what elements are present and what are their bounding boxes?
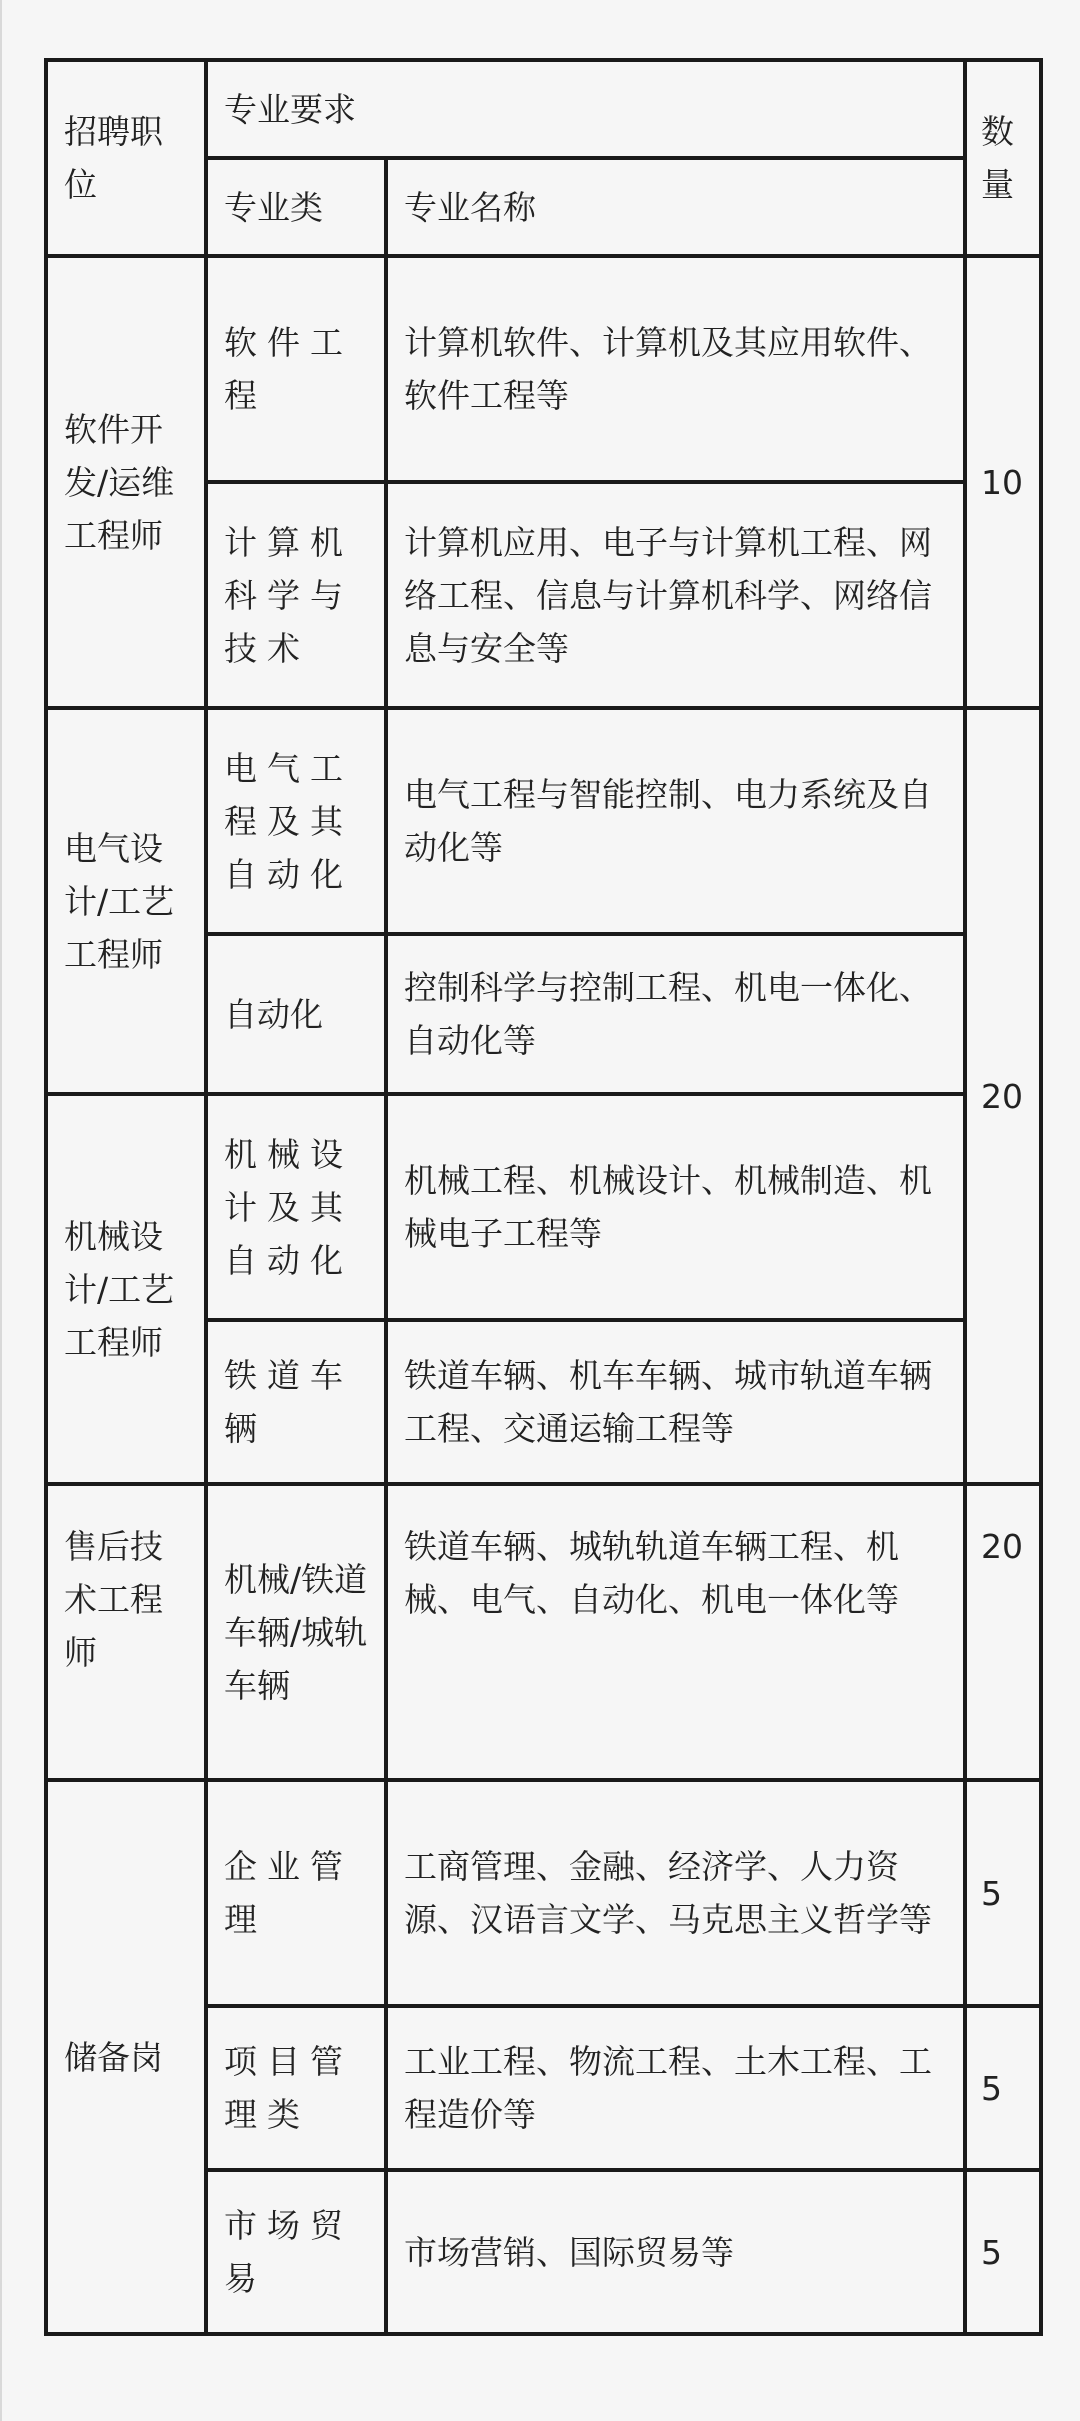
position-cell: 储备岗 (46, 1780, 206, 2334)
position-cell: 电气设计/工艺工程师 (46, 708, 206, 1094)
quantity-cell: 20 (965, 708, 1041, 1484)
header-position: 招聘职位 (46, 60, 206, 256)
category-cell: 市场贸易 (206, 2170, 386, 2334)
position-cell: 售后技术工程师 (46, 1484, 206, 1780)
left-edge-line (0, 0, 2, 2421)
names-cell: 机械工程、机械设计、机械制造、机械电子工程等 (386, 1094, 965, 1320)
category-cell: 电气工程及其自动化 (206, 708, 386, 934)
names-cell: 电气工程与智能控制、电力系统及自动化等 (386, 708, 965, 934)
table-row (46, 1780, 1041, 2006)
header-major-category: 专业类 (206, 158, 386, 256)
table-row (46, 1094, 1041, 1320)
category-cell: 机械/铁道车辆/城轨车辆 (206, 1484, 386, 1780)
category-cell: 项目管理类 (206, 2006, 386, 2170)
names-cell: 计算机应用、电子与计算机工程、网络工程、信息与计算机科学、网络信息与安全等 (386, 482, 965, 708)
table-row (46, 1484, 1041, 1780)
names-cell: 控制科学与控制工程、机电一体化、自动化等 (386, 934, 965, 1094)
names-cell: 计算机软件、计算机及其应用软件、软件工程等 (386, 256, 965, 482)
category-cell: 计算机科学与技术 (206, 482, 386, 708)
quantity-cell: 5 (965, 2006, 1041, 2170)
quantity-cell: 20 (965, 1484, 1041, 1780)
names-cell: 工业工程、物流工程、土木工程、工程造价等 (386, 2006, 965, 2170)
recruitment-table (44, 58, 1043, 2336)
quantity-cell: 10 (965, 256, 1041, 708)
category-cell: 软件工程 (206, 256, 386, 482)
header-quantity: 数量 (965, 60, 1041, 256)
category-cell: 铁道车辆 (206, 1320, 386, 1484)
position-cell: 机械设计/工艺工程师 (46, 1094, 206, 1484)
table-row (46, 256, 1041, 482)
table-row (46, 708, 1041, 934)
header-major-name: 专业名称 (386, 158, 965, 256)
position-cell: 软件开发/运维工程师 (46, 256, 206, 708)
category-cell: 企业管理 (206, 1780, 386, 2006)
header-row (46, 60, 1041, 158)
category-cell: 机械设计及其自动化 (206, 1094, 386, 1320)
names-cell: 铁道车辆、机车车辆、城市轨道车辆工程、交通运输工程等 (386, 1320, 965, 1484)
names-cell: 工商管理、金融、经济学、人力资源、汉语言文学、马克思主义哲学等 (386, 1780, 965, 2006)
names-cell: 市场营销、国际贸易等 (386, 2170, 965, 2334)
header-requirement: 专业要求 (206, 60, 965, 158)
names-cell: 铁道车辆、城轨轨道车辆工程、机械、电气、自动化、机电一体化等 (386, 1484, 965, 1780)
quantity-cell: 5 (965, 1780, 1041, 2006)
quantity-cell: 5 (965, 2170, 1041, 2334)
category-cell: 自动化 (206, 934, 386, 1094)
